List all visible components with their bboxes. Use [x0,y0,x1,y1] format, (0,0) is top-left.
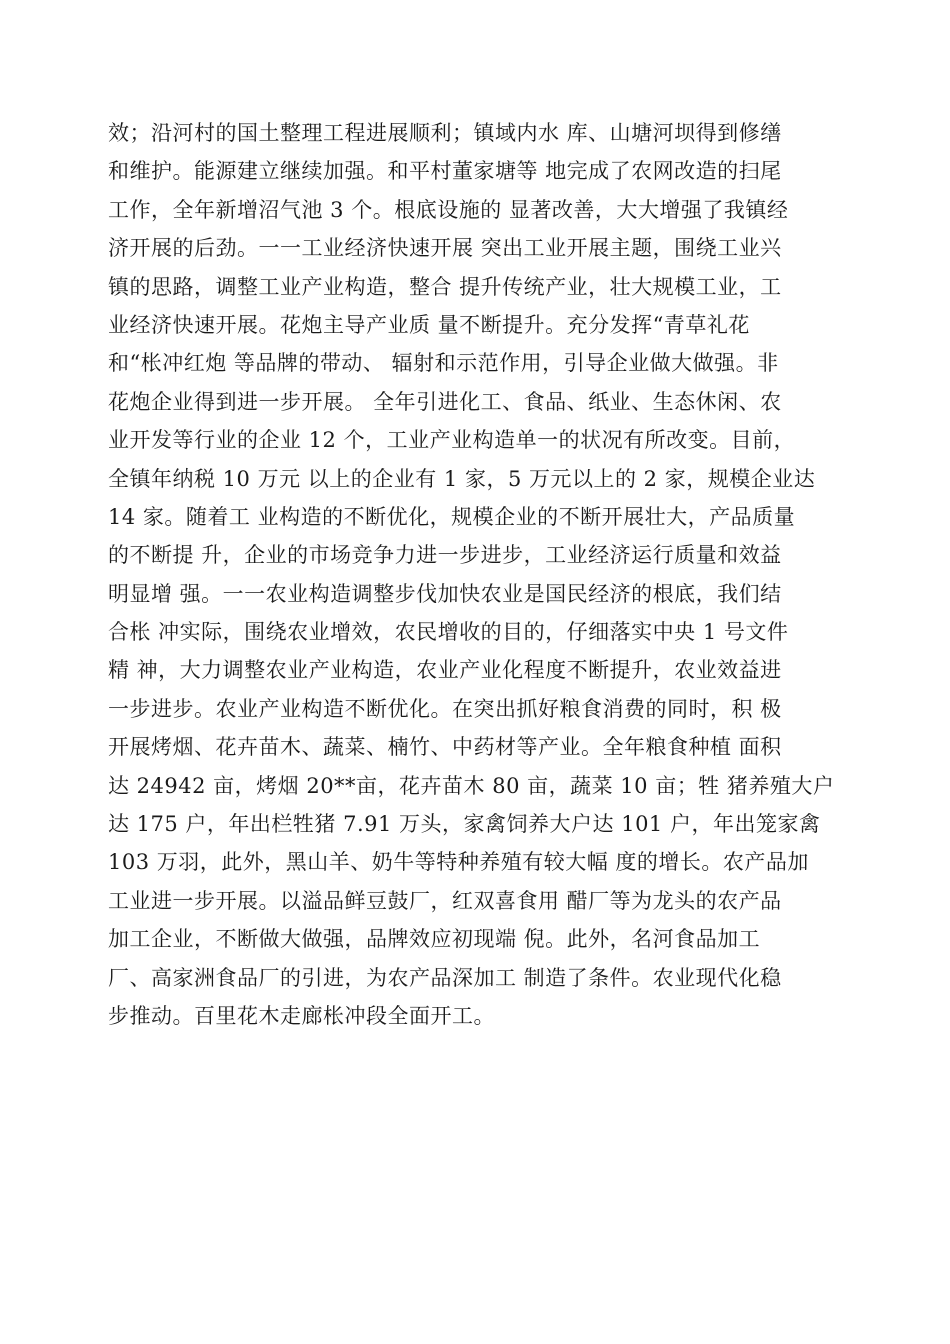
text-line: 的不断提 升，企业的市场竞争力进一步进步，工业经济运行质量和效益 [108,543,782,568]
text-line: 合枨 冲实际，围绕农业增效，农民增收的目的，仔细落实中央 1 号文件 [108,620,789,645]
text-line: 济开展的后劲。一一工业经济快速开展 突出工业开展主题，围绕工业兴 [108,236,782,261]
text-line: 达 175 户，年出栏牲猪 7.91 万头，家禽饲养大户达 101 户，年出笼家禽 [108,812,821,837]
text-line: 达 24942 亩，烤烟 20**亩，花卉苗木 80 亩，蔬菜 10 亩；牲 猪养殖大户 [108,773,835,798]
text-line: 精 神，大力调整农业产业构造，农业产业化程度不断提升，农业效益进 [108,658,782,683]
text-line: 14 家。随着工 业构造的不断优化，规模企业的不断开展壮大，产品质量 [108,504,796,529]
text-line: 一步进步。农业产业构造不断优化。在突出抓好粮食消费的同时，积 极 [108,696,782,721]
text-line: 效；沿河村的国土整理工程进展顺利；镇域内水 库、山塘河坝得到修缮 [108,121,782,145]
text-line: 开展烤烟、花卉苗木、蔬菜、楠竹、中药材等产业。全年粮食种植 面积 [108,735,782,760]
text-line: 花炮企业得到进一步开展。 全年引进化工、食品、纸业、生态休闲、农 [108,389,782,414]
text-line: 和“枨冲红炮 等品牌的带动、 辐射和示范作用，引导企业做大做强。非 [108,351,779,376]
text-line: 工业进一步开展。以溢品鲜豆鼓厂，红双喜食用 醋厂等为龙头的农产品 [108,888,782,913]
text-line: 全镇年纳税 10 万元 以上的企业有 1 家，5 万元以上的 2 家，规模企业达 [108,466,816,491]
text-line: 103 万羽，此外，黑山羊、奶牛等特种养殖有较大幅 度的增长。农产品加 [108,850,809,875]
text-line: 工作，全年新增沼气池 3 个。根底设施的 显著改善，大大增强了我镇经 [108,197,789,222]
text-line: 业经济快速开展。花炮主导产业质 量不断提升。充分发挥“青草礼花 [108,312,750,337]
text-line: 明显增 强。一一农业构造调整步伐加快农业是国民经济的根底，我们结 [108,581,782,606]
text-line: 加工企业，不断做大做强，品牌效应初现端 倪。此外，名河食品加工 [108,927,761,952]
text-line: 业开发等行业的企业 12 个，工业产业构造单一的状况有所改变。目前， [108,428,796,453]
text-line: 步推动。百里花木走廊枨冲段全面开工。 [108,1003,495,1028]
text-line: 和维护。能源建立继续加强。和平村董家塘等 地完成了农网改造的扫尾 [108,159,782,184]
text-line: 镇的思路，调整工业产业构造，整合 提升传统产业，壮大规模工业，工 [108,274,782,299]
text-line: 厂、高家洲食品厂的引进，为农产品深加工 制造了条件。农业现代化稳 [108,965,782,990]
body-text [108,114,848,1035]
